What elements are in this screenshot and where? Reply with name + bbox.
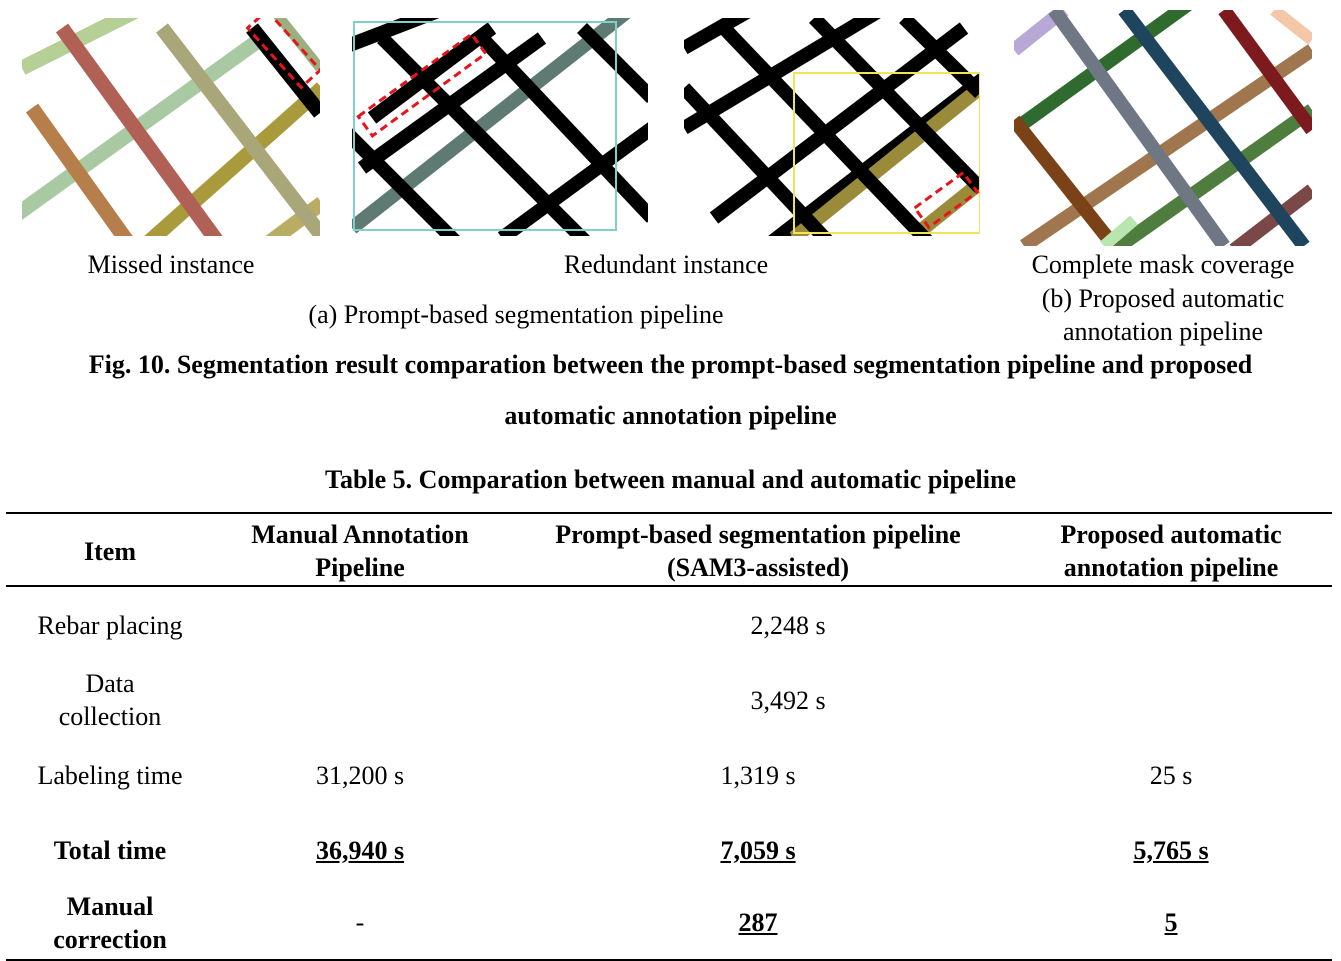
labeling-prompt: 1,319 s xyxy=(720,760,796,790)
row-item-correction: Manual correction xyxy=(53,891,167,954)
header-manual: Manual Annotation Pipeline xyxy=(251,520,469,582)
correction-proposed: 5 xyxy=(1164,908,1178,937)
redundant-instance-panel-1 xyxy=(352,18,648,236)
figure-title-line2: automatic annotation pipeline xyxy=(504,401,837,430)
table-row xyxy=(6,736,1332,814)
missed-instance-caption: Missed instance xyxy=(87,250,255,279)
missed-instance-panel xyxy=(22,18,320,236)
row-item-labeling: Labeling time xyxy=(37,760,183,790)
total-manual: 36,940 s xyxy=(315,835,405,865)
rebar-mask-image xyxy=(1014,10,1312,246)
redundant-instance-panel-2 xyxy=(684,18,980,236)
header-item: Item xyxy=(84,536,136,566)
row-shared-data: 3,492 s xyxy=(750,685,826,715)
comparison-table xyxy=(6,512,1332,961)
total-proposed: 5,765 s xyxy=(1133,835,1209,865)
row-shared-rebar: 2,248 s xyxy=(750,611,826,640)
redundant-instance-caption: Redundant instance xyxy=(563,250,769,279)
header-proposed: Proposed automatic annotation pipeline xyxy=(1060,520,1282,582)
row-item-rebar: Rebar placing xyxy=(37,611,183,640)
rebar-mask-image xyxy=(22,18,320,236)
total-prompt: 7,059 s xyxy=(720,835,796,865)
correction-prompt: 287 xyxy=(738,908,778,937)
complete-mask-caption: Complete mask coverage xyxy=(1031,250,1295,279)
header-prompt: Prompt-based segmentation pipeline (SAM3-assisted) xyxy=(555,520,961,582)
table-row xyxy=(6,886,1332,960)
subcaption-a: (a) Prompt-based segmentation pipeline xyxy=(308,300,724,329)
row-item-data: Data collection xyxy=(58,669,162,731)
subcaption-b-line1: (b) Proposed automatic xyxy=(1041,284,1285,313)
rebar-mask-image xyxy=(684,18,980,236)
table-header-row xyxy=(6,513,1332,586)
table-row xyxy=(6,586,1332,664)
table-title: Table 5. Comparation between manual and automatic pipeline xyxy=(325,465,1016,494)
figure-title-line1: Fig. 10. Segmentation result comparation between the prompt-based segmentation pipeline and proposed xyxy=(88,350,1253,379)
table-row xyxy=(6,814,1332,886)
rebar-mask-image xyxy=(352,18,648,236)
table-row xyxy=(6,664,1332,736)
subcaption-b-line2: annotation pipeline xyxy=(1062,317,1263,346)
row-item-total: Total time xyxy=(53,835,167,865)
labeling-manual: 31,200 s xyxy=(315,760,405,790)
complete-mask-panel xyxy=(1014,10,1312,246)
labeling-proposed: 25 s xyxy=(1149,760,1193,790)
correction-manual: - xyxy=(355,908,365,937)
